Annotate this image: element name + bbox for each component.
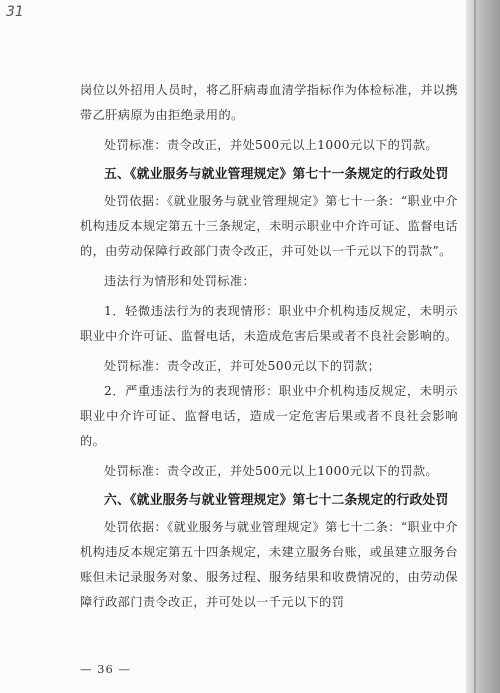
paragraph: 岗位以外招用人员时，将乙肝病毒血清学指标作为体检标准，并以携带乙肝病原为由拒绝录用的。: [80, 83, 458, 122]
section-heading: 六、《就业服务与就业管理规定》第七十二条规定的行政处罚: [104, 493, 449, 508]
minor-violation: 1．轻微违法行为的表现情形：职业中介机构违反规定，未明示职业中介许可证、监督电话，未造成危害后果或者不良社会影响的。: [80, 304, 458, 343]
penalty-basis: 处罚依据：《就业服务与就业管理规定》第七十一条：“职业中介机构违反本规定第五十三条规定，未明示职业中介许可证、监督电话的，由劳动保障行政部门责令改正，并可处以一千元以下的罚款”。: [80, 194, 458, 258]
penalty-basis: 处罚依据：《就业服务与就业管理规定》第七十二条：“职业中介机构违反本规定第五十四条规定，未建立服务台账，或虽建立服务台账但未记录服务对象、服务过程、服务结果和收费情况的，由劳动保障行政部门责令改正，并可处以一千元以下的罚: [80, 520, 458, 609]
section-heading: 五、《就业服务与就业管理规定》第七十一条规定的行政处罚: [104, 167, 449, 182]
penalty-standard: 处罚标准：责令改正，并可处500元以下的罚款；: [104, 359, 381, 373]
document-body: [80, 78, 458, 615]
penalty-standard: 处罚标准：责令改正，并处500元以上1000元以下的罚款。: [104, 464, 439, 478]
serious-violation: 2．严重违法行为的表现情形：职业中介机构违反规定，未明示职业中介许可证、监督电话，造成一定危害后果或者不良社会影响的。: [80, 384, 458, 448]
page-number: — 36 —: [80, 662, 131, 676]
scan-fold-line: [474, 0, 476, 693]
handwritten-page-mark: 31: [6, 4, 24, 20]
penalty-standard: 处罚标准：责令改正，并处500元以上1000元以下的罚款。: [104, 138, 439, 152]
violation-intro: 违法行为情形和处罚标准：: [104, 274, 256, 288]
scan-shadow-edge: [466, 0, 500, 693]
